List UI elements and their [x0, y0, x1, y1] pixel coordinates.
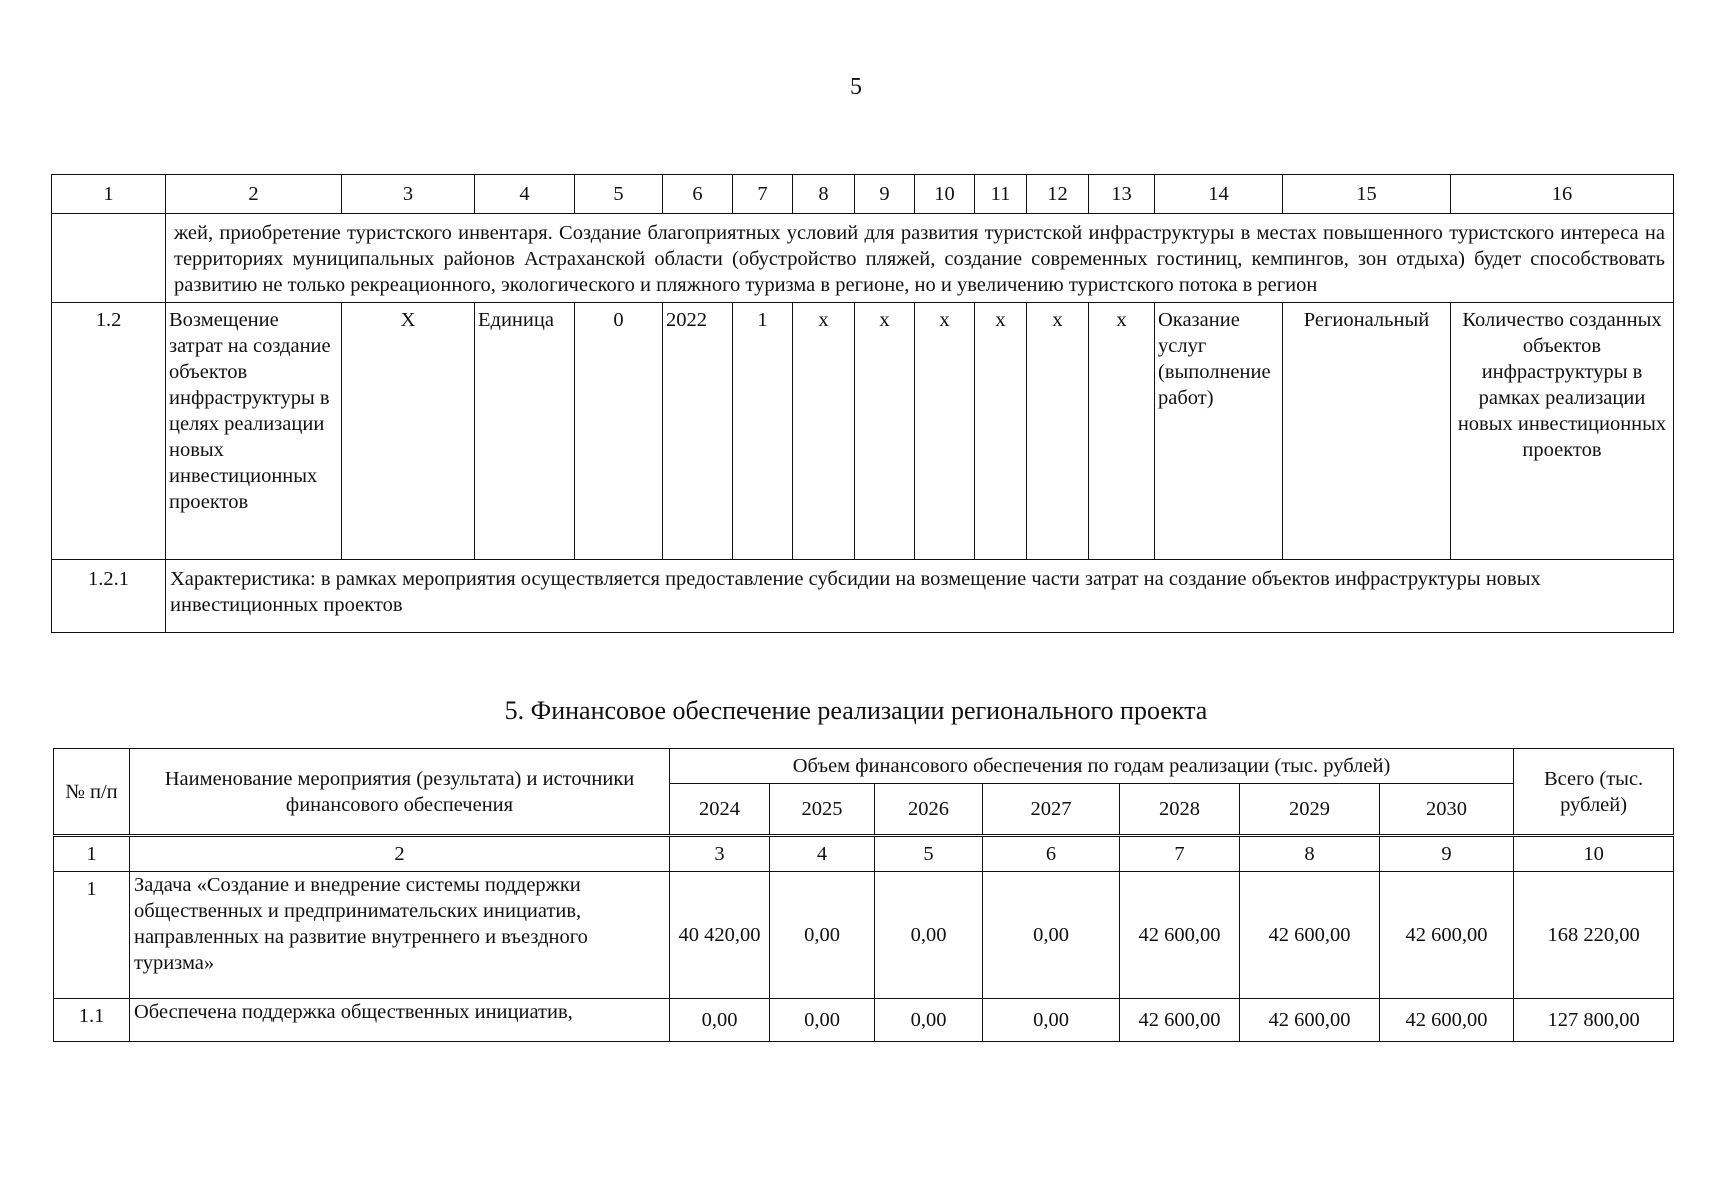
event-name: Возмещение затрат на создание объектов инфраструктуры в целях реализации новых инвестиционных проектов — [166, 303, 342, 560]
header-cell: 5 — [575, 175, 663, 214]
financing-table — [53, 748, 1674, 1042]
header-cell: 9 — [855, 175, 915, 214]
index-cell: 10 — [1514, 836, 1674, 872]
header-cell: 2 — [166, 175, 342, 214]
total-cell: 168 220,00 — [1514, 872, 1674, 999]
header-cell: 16 — [1451, 175, 1674, 214]
cell-col9: х — [855, 303, 915, 560]
cell-col8: х — [793, 303, 855, 560]
section-title: 5. Финансовое обеспечение реализации регионального проекта — [504, 696, 1208, 725]
description-cell: Количество созданных объектов инфраструктуры в рамках реализации новых инвестиционных проектов — [1451, 303, 1674, 560]
indicators-table — [51, 174, 1674, 633]
value-cell: 0,00 — [875, 999, 983, 1042]
header-cell: 13 — [1089, 175, 1155, 214]
total-cell: 127 800,00 — [1514, 999, 1674, 1042]
table-row — [52, 303, 1674, 560]
header-cell: 8 — [793, 175, 855, 214]
index-cell: 4 — [770, 836, 875, 872]
table-row — [54, 872, 1674, 999]
value-cell: 42 600,00 — [1380, 999, 1514, 1042]
index-cell: 6 — [983, 836, 1120, 872]
table-header-row — [54, 749, 1674, 784]
header-cell: 11 — [975, 175, 1027, 214]
header-total: Всего (тыс. рублей) — [1514, 749, 1674, 836]
value-cell: 0,00 — [770, 872, 875, 999]
row-number: 1 — [54, 872, 130, 999]
table-row — [52, 214, 1674, 303]
header-cell: 10 — [915, 175, 975, 214]
row-name: Задача «Создание и внедрение системы поддержки общественных и предпринимательских инициатив, направленных на развитие внутреннего и въездного туризма» — [130, 872, 670, 999]
value-cell: 42 600,00 — [1240, 872, 1380, 999]
cell-col11: х — [975, 303, 1027, 560]
index-cell: 3 — [670, 836, 770, 872]
table-row — [52, 560, 1674, 633]
year-header: 2025 — [770, 784, 875, 836]
index-cell: 5 — [875, 836, 983, 872]
row-number: 1.2.1 — [52, 560, 166, 633]
index-row — [54, 836, 1674, 872]
row-number: 1.2 — [52, 303, 166, 560]
year-header: 2026 — [875, 784, 983, 836]
value-cell: 0,00 — [670, 999, 770, 1042]
index-cell: 7 — [1120, 836, 1240, 872]
base-value-cell: 0 — [575, 303, 663, 560]
row-number: 1.1 — [54, 999, 130, 1042]
cell-col13: х — [1089, 303, 1155, 560]
value-cell: 0,00 — [770, 999, 875, 1042]
value-cell: 0,00 — [983, 999, 1120, 1042]
header-name: Наименование мероприятия (результата) и источники финансового обеспечения — [130, 749, 670, 836]
index-cell: 1 — [54, 836, 130, 872]
header-cell: 4 — [475, 175, 575, 214]
value-cell: 42 600,00 — [1240, 999, 1380, 1042]
index-cell: 9 — [1380, 836, 1514, 872]
value-cell: 0,00 — [875, 872, 983, 999]
header-cell: 12 — [1027, 175, 1089, 214]
year-header: 2027 — [983, 784, 1120, 836]
value-cell: 40 420,00 — [670, 872, 770, 999]
year-header: 2029 — [1240, 784, 1380, 836]
header-group: Объем финансового обеспечения по годам реализации (тыс. рублей) — [670, 749, 1514, 784]
year-header: 2024 — [670, 784, 770, 836]
table-row — [54, 999, 1674, 1042]
level-cell: Региональный — [1283, 303, 1451, 560]
unit-cell: Единица — [475, 303, 575, 560]
header-cell: 14 — [1155, 175, 1283, 214]
empty-cell — [52, 214, 166, 303]
index-cell: 2 — [130, 836, 670, 872]
cell-col10: х — [915, 303, 975, 560]
continuation-text: жей, приобретение туристского инвентаря. Создание благоприятных условий для развития туристской инфраструктуры в местах повышенного туристского интереса на территориях муниципальных районов Астраханской области (обустройство пляжей, создание современных гостиниц, кемпингов, зон отдыха) будет способствовать развитию не только рекреационного, экологического и пляжного туризма в регионе, но и увеличению туристского потока в регион — [166, 214, 1674, 303]
characteristic-text: Характеристика: в рамках мероприятия осуществляется предоставление субсидии на возмещение части затрат на создание объектов инфраструктуры новых инвестиционных проектов — [166, 560, 1674, 633]
year-header: 2030 — [1380, 784, 1514, 836]
value-cell: 0,00 — [983, 872, 1120, 999]
value-cell: 42 600,00 — [1120, 872, 1240, 999]
year-header: 2028 — [1120, 784, 1240, 836]
value-cell: 42 600,00 — [1120, 999, 1240, 1042]
value-cell: 42 600,00 — [1380, 872, 1514, 999]
header-cell: 7 — [733, 175, 793, 214]
header-cell: 3 — [342, 175, 475, 214]
header-cell: 15 — [1283, 175, 1451, 214]
header-cell: 1 — [52, 175, 166, 214]
row-name: Обеспечена поддержка общественных инициатив, — [130, 999, 670, 1042]
cell-col12: х — [1027, 303, 1089, 560]
page-number: 5 — [850, 74, 862, 100]
cell-col3: Х — [342, 303, 475, 560]
header-cell: 6 — [663, 175, 733, 214]
type-cell: Оказание услуг (выполнение работ) — [1155, 303, 1283, 560]
base-year-cell: 2022 — [663, 303, 733, 560]
header-num: № п/п — [54, 749, 130, 836]
cell-col7: 1 — [733, 303, 793, 560]
index-cell: 8 — [1240, 836, 1380, 872]
table-header-row — [52, 175, 1674, 214]
